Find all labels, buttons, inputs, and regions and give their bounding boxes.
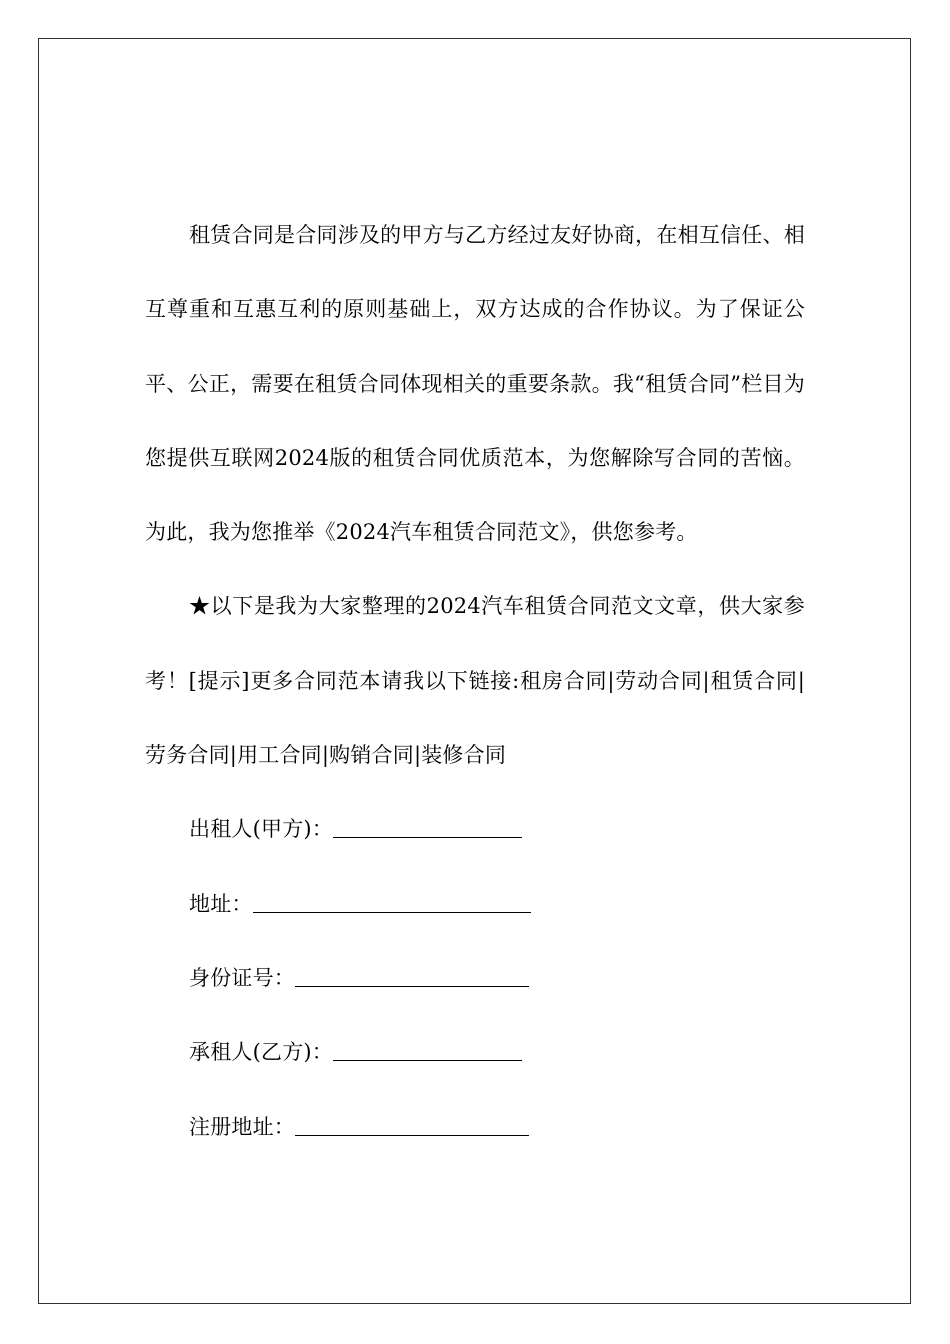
registered-address-blank <box>295 1114 529 1136</box>
address-blank <box>253 891 531 913</box>
lessee-label: 承租人(乙方)： <box>189 1040 333 1065</box>
lessor-blank <box>333 816 522 838</box>
lessor-label: 出租人(甲方)： <box>189 817 333 842</box>
id-number-blank <box>295 965 529 987</box>
address-label: 地址： <box>189 891 253 916</box>
address-field <box>145 867 805 941</box>
intro-paragraph: 租赁合同是合同涉及的甲方与乙方经过友好协商，在相互信任、相互尊重和互惠互利的原则基础上，双方达成的合作协议。为了保证公平、公正，需要在租赁合同体现相关的重要条款。我“租赁合同”栏目为您提供互联网2024版的租赁合同优质范本，为您解除写合同的苦恼。为此，我为您推举《2024汽车租赁合同范文》，供您参考。 <box>145 223 805 545</box>
hint-paragraph: ★以下是我为大家整理的2024汽车租赁合同范文文章，供大家参考！[提示]更多合同范本请我以下链接:租房合同|劳动合同|租赁合同|劳务合同|用工合同|购销合同|装修合同 <box>145 594 805 768</box>
id-number-label: 身份证号： <box>189 965 295 990</box>
id-number-field <box>145 941 805 1015</box>
lessee-blank <box>333 1039 522 1061</box>
document-body <box>145 198 805 1164</box>
lessor-field <box>145 792 805 866</box>
lessee-field <box>145 1015 805 1089</box>
registered-address-label: 注册地址： <box>189 1114 295 1139</box>
registered-address-field <box>145 1090 805 1164</box>
